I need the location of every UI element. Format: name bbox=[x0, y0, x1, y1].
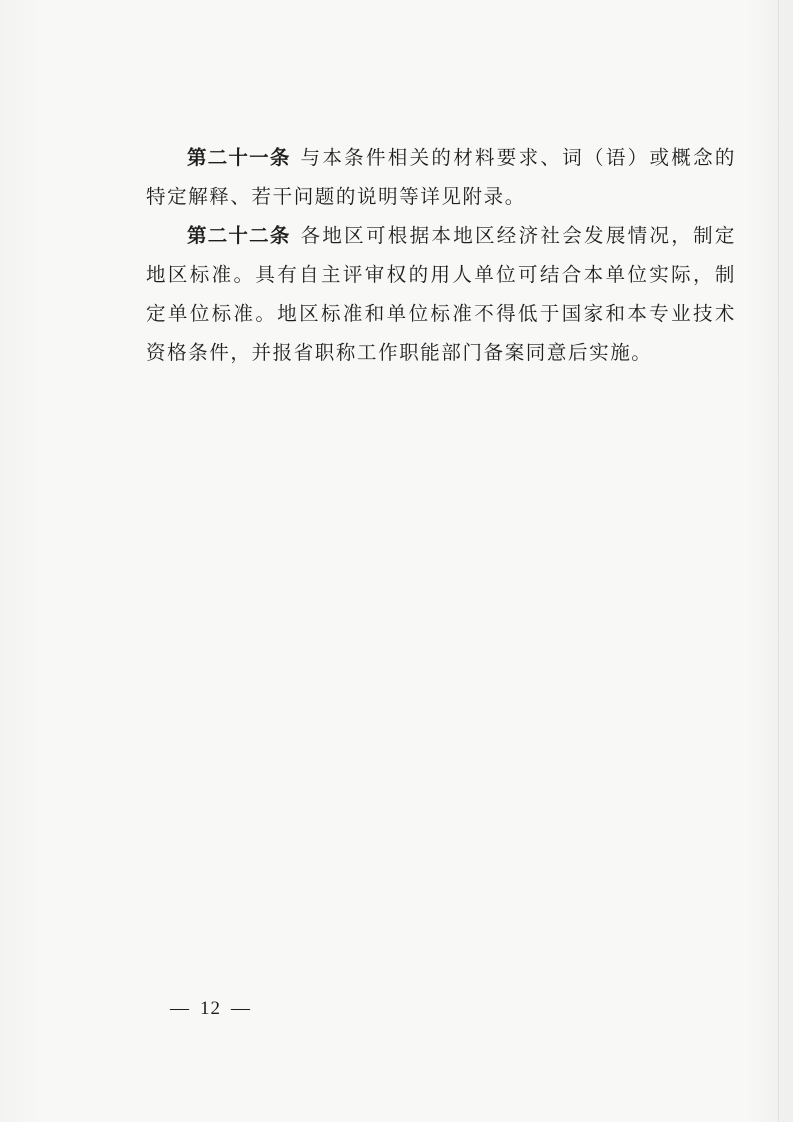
page-number-dash-right: — bbox=[231, 998, 251, 1019]
article-21-text: 与本条件相关的材料要求、词（语）或概念的特定解释、若干问题的说明等详见附录。 bbox=[146, 146, 736, 208]
scan-edge-line bbox=[778, 0, 779, 1122]
page-number-value: 12 bbox=[200, 998, 221, 1019]
article-22-text: 各地区可根据本地区经济社会发展情况，制定地区标准。具有自主评审权的用人单位可结合本单位实际，制定单位标准。地区标准和单位标准不得低于国家和本专业技术资格条件，并报省职称工作职能部门备案同意后实施。 bbox=[146, 224, 736, 364]
page-number-dash-left: — bbox=[170, 998, 190, 1019]
article-21-number: 第二十一条 bbox=[187, 146, 291, 169]
page-number bbox=[160, 998, 261, 1020]
article-22 bbox=[146, 216, 736, 372]
article-22-number: 第二十二条 bbox=[187, 224, 291, 247]
article-21 bbox=[146, 138, 736, 216]
document-body bbox=[146, 138, 736, 372]
